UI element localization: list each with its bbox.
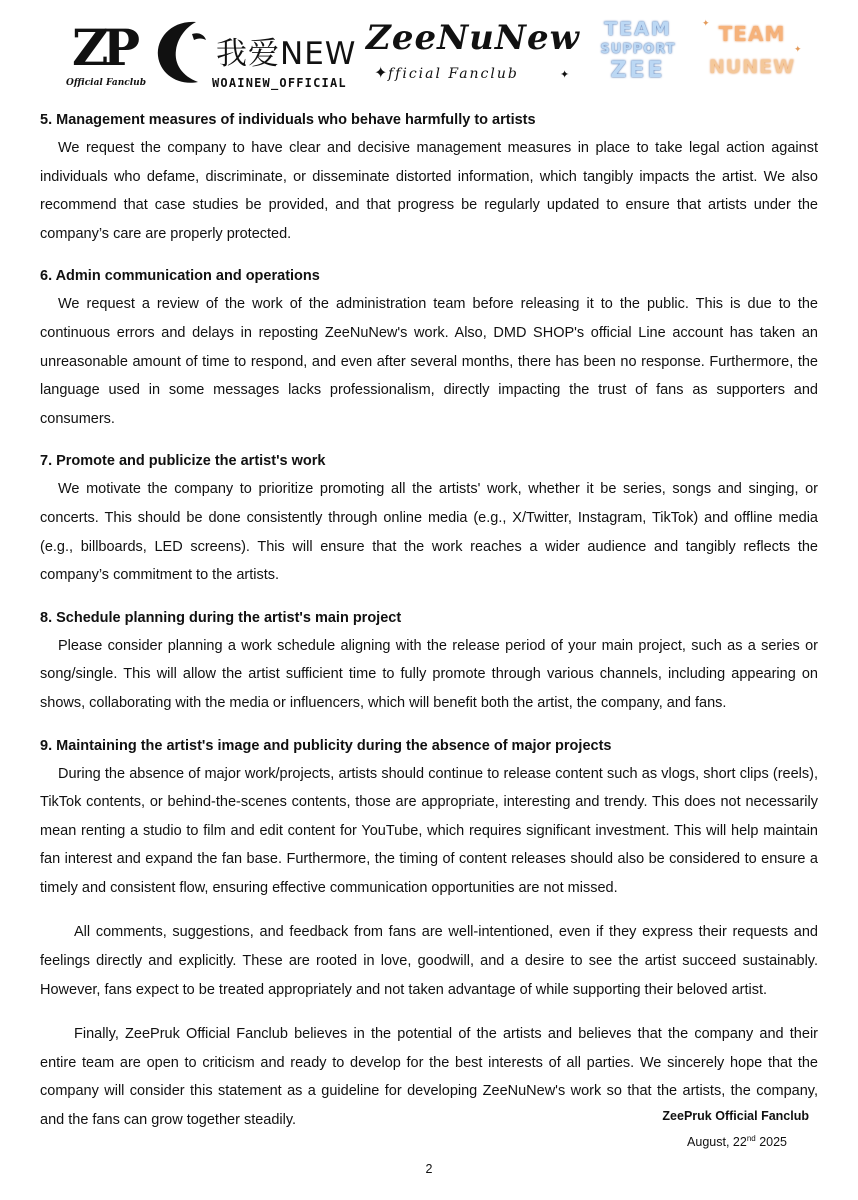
- section-paragraph: We motivate the company to prioritize promoting all the artists' work, whether it be series, songs and singing, or concerts. This should be done consistently through online media (e.g., X/Twitter, Instagram, TikTok) and offline media (e.g., billboards, LED screens). This will ensure that the work reaches a wider audience and tangibly reflects the company’s commitment to the artists.: [40, 481, 818, 584]
- section-6: [40, 262, 818, 433]
- section-8: [40, 604, 818, 718]
- signature-block: [662, 1106, 809, 1155]
- section-paragraph: We request the company to have clear and decisive management measures in place to take legal action against individuals who defame, discriminate, or disseminate distorted information, which tangibly impacts the artist. We also recommend that case studies be provided, and that progress be regularly updated to ensure that artists under the company’s care are properly protected.: [40, 140, 818, 242]
- team-nunew-logo: [698, 14, 806, 90]
- section-heading: 9. Maintaining the artist's image and publicity during the absence of major projects: [40, 737, 612, 754]
- signature-organization: ZeePruk Official Fanclub: [662, 1109, 809, 1123]
- section-heading: 8. Schedule planning during the artist's main project: [40, 609, 402, 626]
- header-logos: [0, 0, 858, 100]
- star-icon: ✦: [560, 69, 570, 81]
- date-day: August, 22: [687, 1135, 747, 1150]
- crescent-icon: [152, 14, 212, 90]
- zeepruk-logo: [66, 14, 146, 90]
- document-body: [40, 106, 818, 1135]
- sparkle-icon: ✦: [702, 18, 710, 28]
- zeenunew-logo-title: ZeeNuNew: [366, 18, 580, 58]
- section-paragraph: We request a review of the work of the administration team before releasing it to the public. This is due to the continuous errors and delays in reposting ZeeNuNew's work. Also, DMD SHOP's official Line account has taken an unreasonable amount of time to respond, and even after several months, there has been no response. Furthermore, the language used in some messages lacks professionalism, directly impacting the trust of fans as supporters and consumers.: [40, 296, 818, 427]
- zeenunew-logo: [364, 16, 578, 90]
- team-support-zee-logo: [586, 14, 690, 90]
- zp-logo-mark: ZP: [72, 18, 135, 77]
- tsz-line-3: ZEE: [610, 58, 666, 83]
- zeenunew-logo-subtitle: fficial Fanclub: [388, 66, 519, 82]
- sparkle-icon: ✦: [374, 65, 388, 82]
- signature-date: [662, 1126, 787, 1155]
- section-paragraph: During the absence of major work/projects, artists should continue to release content such as vlogs, short clips (reels), TikTok contents, or behind-the-scenes contents, those are appropriate, interesting and trendy. This does not necessarily mean renting a studio to film and edit content for YouTube, which requires significant investment. This will help maintain fan interest and expand the fan base. Furthermore, the timing of content releases should also be considered to ensure a timely and consistent flow, ensuring effective communication opportunities are not missed.: [40, 765, 818, 896]
- tn-line-2: NUNEW: [708, 56, 796, 78]
- woainew-logo: [152, 14, 356, 90]
- section-5: [40, 106, 818, 248]
- woainew-chinese: 我爱NEW: [216, 36, 357, 72]
- closing-paragraph: All comments, suggestions, and feedback from fans are well-intentioned, even if they express their requests and feelings directly and explicitly. These are rooted in love, goodwill, and a desire to see the artist succeed sustainably. However, fans expect to be treated appropriately and not taken advantage of while supporting their beloved artist.: [40, 924, 818, 998]
- section-7: [40, 447, 818, 589]
- tsz-line-2: SUPPORT: [600, 42, 676, 57]
- tsz-line-1: TEAM: [604, 18, 672, 40]
- section-heading: 7. Promote and publicize the artist's work: [40, 453, 326, 470]
- section-heading: 6. Admin communication and operations: [40, 268, 320, 285]
- section-paragraph: Please consider planning a work schedule aligning with the release period of your main project, such as a series or song/single. This will allow the artist sufficient time to fully promote through various channels, including appearing on shows, collaborating with the media or influencers, which will benefit both the artist, the company, and fans.: [40, 637, 818, 711]
- sparkle-icon: ✦: [794, 44, 802, 54]
- section-heading: 5. Management measures of individuals who behave harmfully to artists: [40, 112, 536, 128]
- date-ordinal: nd: [746, 1134, 756, 1143]
- zp-logo-subtitle: Official Fanclub: [66, 78, 146, 88]
- closing-paragraph: Finally, ZeePruk Official Fanclub believes in the potential of the artists and believes that the company and their entire team are open to criticism and ready to develop for the best interests of all parties. We sincerely hope that the company will consider this statement as a guideline for developing ZeeNuNew's work so that the artists, the company, and the fans can grow together steadily.: [40, 1026, 818, 1129]
- tn-line-1: TEAM: [718, 22, 786, 46]
- woainew-handle: WOAINEW_OFFICIAL: [212, 76, 347, 90]
- page-number: 2: [425, 1162, 433, 1176]
- section-9: [40, 732, 818, 903]
- date-year: 2025: [755, 1135, 787, 1150]
